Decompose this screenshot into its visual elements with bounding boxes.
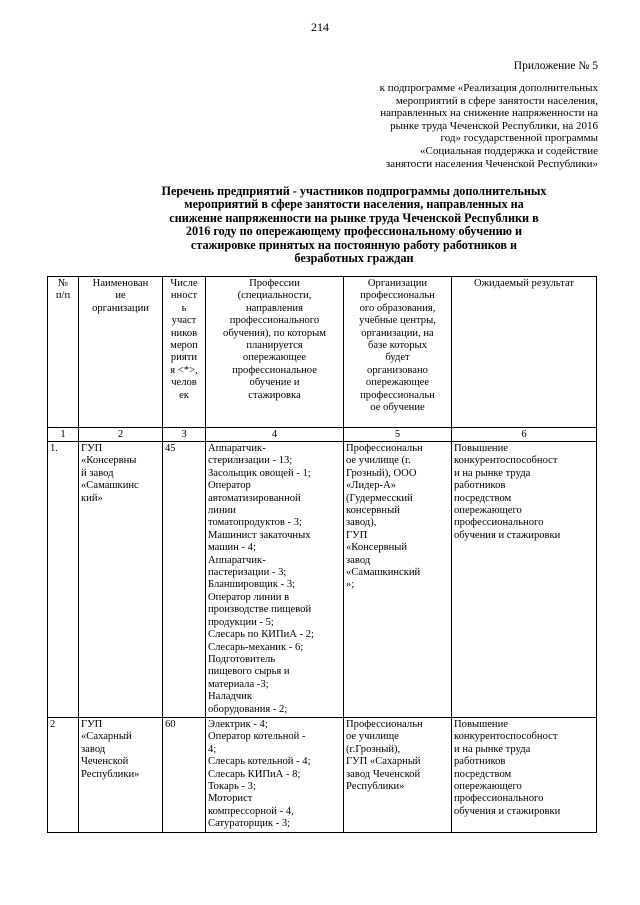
- cell-line: Аппаратчик-: [208, 443, 266, 454]
- cell-line: ГУП «Сахарный: [346, 756, 421, 768]
- cell-line: «Консервный: [346, 542, 408, 554]
- cell-line: направления: [246, 302, 303, 314]
- cell-line: рияти: [170, 352, 198, 364]
- cell-line: 4;: [208, 743, 217, 755]
- cell-line: Профессиональн: [346, 718, 423, 730]
- row-number: 1.: [48, 442, 79, 718]
- cell-line: обучения и стажировки: [454, 529, 561, 541]
- participants-count: 60: [163, 717, 206, 832]
- cell-line: материала -3;: [208, 678, 269, 690]
- index-cell: 4: [206, 428, 344, 442]
- title-line: 2016 году по опережающему профессиональному обучению и: [185, 224, 523, 239]
- header-number: [48, 277, 79, 428]
- cell-line: ГУП: [346, 529, 368, 541]
- cell-line: посредством: [454, 492, 512, 504]
- cell-line: челов: [171, 377, 197, 389]
- cell-line: пищевого сырья и: [208, 666, 290, 678]
- cell-line: «Самашкинс: [81, 480, 139, 492]
- appendix-label: Приложение № 5: [513, 60, 598, 72]
- cell-line: завод Чеченской: [346, 768, 421, 780]
- cell-line: обучение и: [249, 377, 300, 389]
- cell-line: «Лидер-А»: [346, 480, 397, 492]
- cell-line: будет: [385, 352, 410, 364]
- cell-line: завод: [346, 554, 371, 566]
- enterprises-table: [47, 276, 597, 833]
- cell-line: и на рынке труда: [454, 467, 531, 479]
- cell-line: Числе: [170, 278, 198, 289]
- cell-line: Слесарь-механик - 6;: [208, 641, 304, 653]
- cell-line: томатопродуктов - 3;: [208, 517, 302, 529]
- cell-line: я <*>,: [170, 364, 198, 376]
- cell-line: и на рынке труда: [454, 743, 531, 755]
- subprogram-line: занятости населения Чеченской Республики»: [385, 157, 598, 170]
- cell-line: опережающего: [454, 505, 522, 517]
- cell-line: организовано: [367, 364, 428, 376]
- subprogram-line: «Социальная поддержка и содействие: [420, 144, 598, 157]
- cell-line: Слесарь по КИПиА - 2;: [208, 629, 314, 641]
- cell-line: ников: [170, 327, 198, 339]
- cell-line: профессионального: [229, 315, 320, 327]
- cell-line: кий»: [81, 492, 103, 504]
- cell-line: Грозный), ООО: [346, 467, 417, 479]
- cell-line: линии: [208, 505, 236, 517]
- cell-line: завод: [81, 743, 106, 755]
- cell-line: (г.Грозный),: [346, 743, 401, 755]
- cell-line: производстве пищевой: [208, 604, 312, 616]
- cell-line: (Гудермесский: [346, 492, 413, 504]
- cell-line: Организации: [367, 278, 428, 289]
- cell-line: Ожидаемый результат: [473, 278, 575, 289]
- index-cell: 1: [48, 428, 79, 442]
- subprogram-line: год» государственной программы: [440, 132, 598, 145]
- professions-list: [206, 442, 344, 718]
- page-number: 214: [311, 20, 329, 34]
- cell-line: опережающего: [454, 780, 522, 792]
- cell-line: Слесарь котельной - 4;: [208, 756, 311, 768]
- header-professions: [206, 277, 344, 428]
- cell-line: обучения и стажировки: [454, 805, 561, 817]
- cell-line: ГУП: [81, 718, 103, 730]
- cell-line: Повышение: [454, 443, 508, 454]
- cell-line: (специальности,: [237, 290, 312, 302]
- cell-line: Оператор линии в: [208, 591, 290, 603]
- subprogram-reference: [308, 82, 598, 170]
- cell-line: ек: [179, 389, 189, 401]
- institutions-list: [344, 442, 452, 718]
- cell-line: й завод: [81, 467, 114, 479]
- cell-line: консервный: [346, 505, 400, 517]
- cell-line: Чеченской: [81, 756, 129, 768]
- cell-line: планируется: [246, 340, 303, 352]
- cell-line: Республики»: [346, 780, 405, 792]
- cell-line: организации, на: [361, 327, 434, 339]
- cell-line: Сатураторщик - 3;: [208, 818, 291, 830]
- title-line: Перечень предприятий - участников подпрограммы дополнительных: [161, 184, 547, 198]
- cell-line: работников: [454, 480, 506, 492]
- cell-line: профессионального: [454, 793, 544, 805]
- cell-line: продукции - 5;: [208, 616, 274, 628]
- cell-line: учебные центры,: [359, 315, 436, 327]
- cell-line: Машинист закаточных: [208, 529, 311, 541]
- expected-result: [452, 442, 597, 718]
- title-line: мероприятий в сфере занятости населения, направленных на: [184, 197, 524, 212]
- cell-line: обучения), по которым: [223, 327, 326, 339]
- cell-line: профессиональное: [232, 364, 317, 376]
- participants-count: 45: [163, 442, 206, 718]
- cell-line: Повышение: [454, 718, 508, 730]
- cell-line: Профессии: [249, 278, 300, 289]
- cell-line: опережающее: [365, 377, 430, 389]
- cell-line: ие: [115, 290, 126, 302]
- cell-line: нност: [170, 290, 198, 302]
- header-organization: [79, 277, 163, 428]
- cell-line: оборудования - 2;: [208, 703, 288, 715]
- title-line: снижение напряженности на рынке труда Чеченской Республики в: [169, 210, 539, 225]
- cell-line: конкурентоспособност: [454, 731, 558, 743]
- header-result: [452, 277, 597, 428]
- cell-line: Профессиональн: [346, 443, 423, 454]
- organization-name: [79, 717, 163, 832]
- index-cell: 6: [452, 428, 597, 442]
- header-participants: [163, 277, 206, 428]
- subprogram-line: направленных на снижение напряженности на: [380, 107, 598, 120]
- title-line: стажировке принятых на постоянную работу работников и: [190, 237, 518, 252]
- table-header-row: [48, 277, 597, 428]
- cell-line: Засольщик овощей - 1;: [208, 467, 311, 479]
- cell-line: Моторист: [208, 793, 253, 805]
- cell-line: ГУП: [81, 443, 103, 454]
- cell-line: Токарь - 3;: [208, 780, 256, 792]
- cell-line: мероп: [170, 340, 198, 352]
- cell-line: п/п: [55, 290, 71, 302]
- cell-line: машин - 4;: [208, 542, 256, 554]
- institutions-list: [344, 717, 452, 832]
- cell-line: «Консервны: [81, 455, 137, 467]
- subprogram-line: мероприятий в сфере занятости населения,: [395, 94, 598, 107]
- cell-line: Слесарь КИПиА - 8;: [208, 768, 301, 780]
- cell-line: пастеризации - 3;: [208, 567, 287, 579]
- cell-line: автоматизированной: [208, 492, 301, 504]
- subprogram-line: к подпрограмме «Реализация дополнительных: [379, 82, 598, 94]
- cell-line: профессионального: [454, 517, 544, 529]
- cell-line: «Самашкинский: [346, 567, 421, 579]
- cell-line: опережающее: [242, 352, 307, 364]
- table-index-row: [48, 428, 597, 442]
- header-institutions: [344, 277, 452, 428]
- cell-line: Электрик - 4;: [208, 718, 268, 730]
- cell-line: Республики»: [81, 768, 140, 780]
- title-line: безработных граждан: [294, 251, 414, 266]
- cell-line: ь: [181, 302, 187, 314]
- expected-result: [452, 717, 597, 832]
- cell-line: Наименован: [92, 278, 149, 289]
- index-cell: 2: [79, 428, 163, 442]
- cell-line: Бланшировщик - 3;: [208, 579, 296, 591]
- table-row: [48, 717, 597, 832]
- cell-line: организации: [92, 302, 149, 314]
- row-number: 2: [48, 717, 79, 832]
- cell-line: «Сахарный: [81, 731, 132, 743]
- cell-line: Оператор котельной -: [208, 731, 306, 743]
- organization-name: [79, 442, 163, 718]
- cell-line: Аппаратчик-: [208, 554, 266, 566]
- cell-line: Наладчик: [208, 691, 252, 703]
- cell-line: ое училище: [346, 731, 399, 743]
- cell-line: конкурентоспособност: [454, 455, 558, 467]
- cell-line: »;: [346, 579, 355, 591]
- cell-line: Подготовитель: [208, 653, 276, 665]
- cell-line: компрессорной - 4,: [208, 805, 294, 817]
- index-cell: 5: [344, 428, 452, 442]
- table-row: [48, 442, 597, 718]
- cell-line: профессиональн: [360, 290, 435, 302]
- cell-line: завод),: [346, 517, 377, 529]
- cell-line: стерилизации - 13;: [208, 455, 293, 467]
- cell-line: стажировка: [248, 389, 301, 401]
- professions-list: [206, 717, 344, 832]
- subprogram-line: рынке труда Чеченской Республики, на 2016: [390, 119, 598, 132]
- cell-line: №: [57, 278, 69, 289]
- cell-line: ого образования,: [359, 302, 436, 314]
- document-title: [100, 185, 608, 265]
- cell-line: ое училище (г.: [346, 455, 411, 467]
- cell-line: профессиональн: [360, 389, 435, 401]
- index-cell: 3: [163, 428, 206, 442]
- cell-line: ое обучение: [370, 402, 425, 414]
- cell-line: работников: [454, 756, 506, 768]
- cell-line: участ: [171, 315, 197, 327]
- cell-line: базе которых: [368, 340, 427, 352]
- cell-line: посредством: [454, 768, 512, 780]
- cell-line: Оператор: [208, 480, 251, 492]
